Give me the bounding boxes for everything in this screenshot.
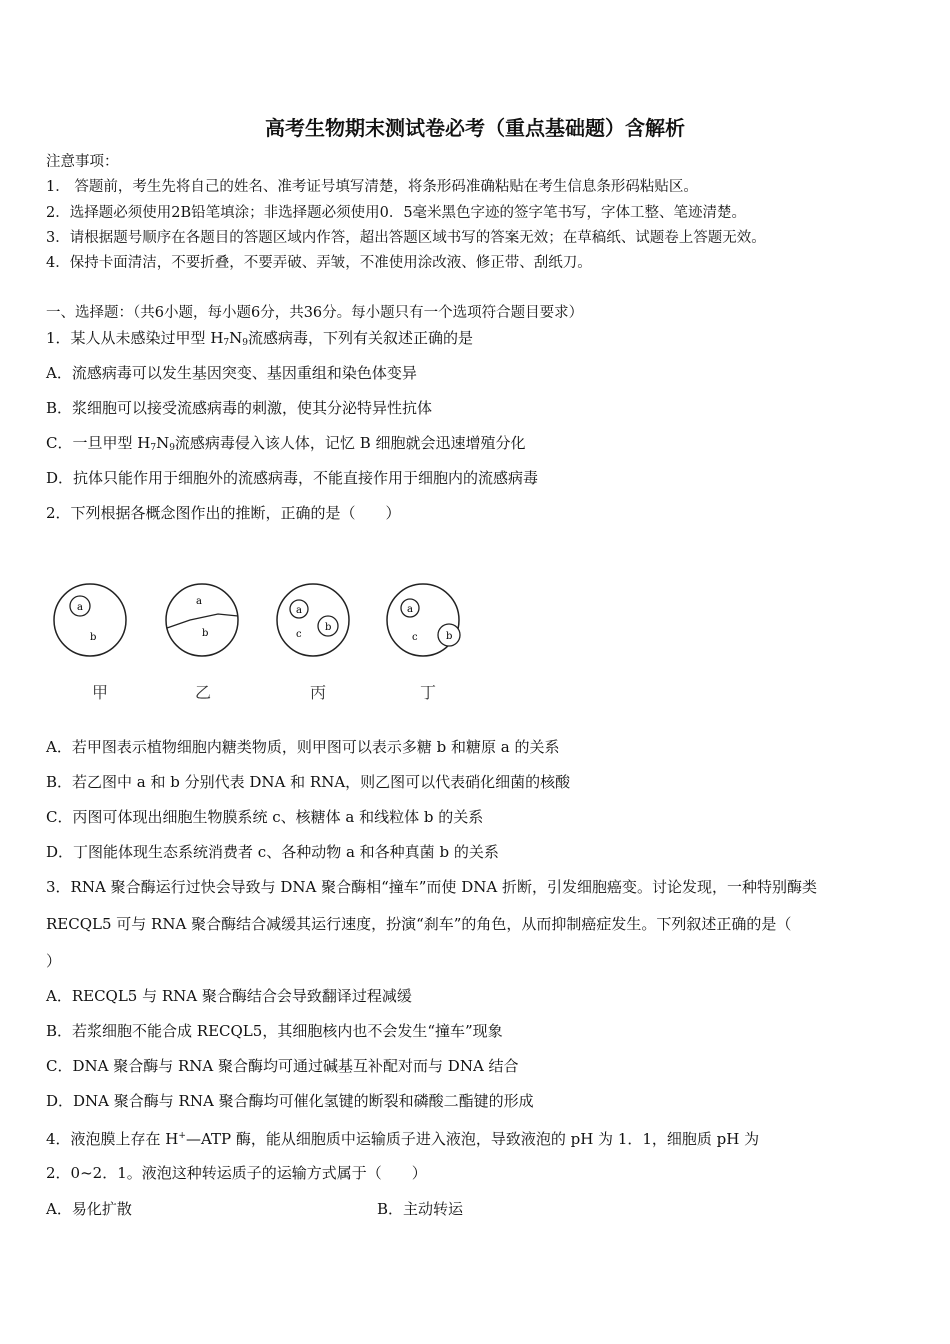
yi-divider-line — [167, 614, 238, 628]
q2-stem: 2．下列根据各概念图作出的推断，正确的是（ ） — [46, 504, 401, 522]
figure-label-bing: 丙 — [310, 683, 327, 702]
q2-option-c: C．丙图可体现出细胞生物膜系统 c、核糖体 a 和线粒体 b 的关系 — [46, 808, 484, 826]
figure-label-ding: 丁 — [420, 683, 437, 702]
page-title: 高考生物期末测试卷必考（重点基础题）含解析 — [265, 116, 685, 140]
jia-label-b: b — [90, 632, 97, 643]
q4-stem-line2: 2．0~2．1。液泡这种转运质子的运输方式属于（ ） — [46, 1164, 427, 1182]
q3-stem-line3: ） — [46, 952, 62, 970]
ding-label-c: c — [412, 632, 418, 643]
section-heading: 一、选择题：（共6小题，每小题6分，共36分。每小题只有一个选项符合题目要求） — [46, 305, 584, 321]
q3-stem-line2: RECQL5 可与 RNA 聚合酶结合减缓其运行速度，扮演“刹车”的角色，从而抑制癌症发生。下列叙述正确的是（ — [46, 915, 792, 933]
bing-label-c: c — [296, 629, 302, 640]
notice-item-2: 2．选择题必须使用2B铅笔填涂；非选择题必须使用0．5毫米黑色字迹的签字笔书写，字体工整、笔迹清楚。 — [46, 205, 747, 221]
diagram-bing — [277, 584, 349, 656]
bing-outer-circle — [277, 584, 349, 656]
diagram-jia — [54, 584, 126, 656]
q4-option-a: A．易化扩散 — [46, 1200, 132, 1218]
jia-label-a: a — [77, 602, 83, 613]
yi-label-b: b — [202, 628, 209, 639]
q3-option-c: C．DNA 聚合酶与 RNA 聚合酶均可通过碱基互补配对而与 DNA 结合 — [46, 1057, 519, 1075]
q4-option-b: B．主动转运 — [377, 1200, 464, 1218]
bing-label-a: a — [296, 605, 302, 616]
notice-item-1: 1． 答题前，考生先将自己的姓名、准考证号填写清楚，将条形码准确粘贴在考生信息条形码粘贴区。 — [46, 179, 698, 195]
q3-option-a: A．RECQL5 与 RNA 聚合酶结合会导致翻译过程减缓 — [46, 987, 412, 1005]
ding-label-a: a — [407, 604, 413, 615]
q1-stem: 1．某人从未感染过甲型 $H_7N_9$流感病毒，下列有关叙述正确的是 — [46, 329, 474, 348]
q1-option-a: A．流感病毒可以发生基因突变、基因重组和染色体变异 — [46, 364, 417, 382]
notice-item-3: 3．请根据题号顺序在各题目的答题区域内作答，超出答题区域书写的答案无效；在草稿纸、试题卷上答题无效。 — [46, 230, 766, 246]
q1-option-d: D．抗体只能作用于细胞外的流感病毒，不能直接作用于细胞内的流感病毒 — [46, 469, 539, 487]
q1-option-c: C．一旦甲型 $H_7N_9$流感病毒侵入该人体，记忆 B 细胞就会迅速增殖分化 — [46, 434, 526, 453]
q2-option-b: B．若乙图中 a 和 b 分别代表 DNA 和 RNA，则乙图可以代表硝化细菌的核酸 — [46, 773, 571, 791]
q2-option-d: D．丁图能体现生态系统消费者 c、各种动物 a 和各种真菌 b 的关系 — [46, 843, 499, 861]
figure-label-jia: 甲 — [92, 683, 109, 702]
yi-outer-circle — [166, 584, 238, 656]
bing-label-b: b — [325, 622, 332, 633]
yi-label-a: a — [196, 596, 202, 607]
q3-option-d: D．DNA 聚合酶与 RNA 聚合酶均可催化氢键的断裂和磷酸二酯键的形成 — [46, 1092, 534, 1110]
jia-outer-circle — [54, 584, 126, 656]
diagram-ding — [387, 584, 460, 656]
q4-stem-line1: 4．液泡膜上存在 H+—ATP 酶，能从细胞质中运输质子进入液泡，导致液泡的 pH 为 1．1，细胞质 pH 为 — [46, 1130, 760, 1148]
concept-diagram — [50, 580, 490, 674]
q1-option-b: B．浆细胞可以接受流感病毒的刺激，使其分泌特异性抗体 — [46, 399, 433, 417]
q3-option-b: B．若浆细胞不能合成 RECQL5，其细胞核内也不会发生“撞车”现象 — [46, 1022, 503, 1040]
ding-label-b: b — [446, 631, 453, 642]
figure-label-yi: 乙 — [195, 683, 212, 702]
q3-stem-line1: 3．RNA 聚合酶运行过快会导致与 DNA 聚合酶相“撞车”而使 DNA 折断，引发细胞癌变。讨论发现，一种特别酶类 — [46, 878, 817, 896]
notice-heading: 注意事项： — [46, 154, 119, 170]
q2-option-a: A．若甲图表示植物细胞内糖类物质，则甲图可以表示多糖 b 和糖原 a 的关系 — [46, 738, 560, 756]
concept-diagram-svg — [50, 580, 490, 670]
notice-item-4: 4．保持卡面清洁，不要折叠，不要弄破、弄皱，不准使用涂改液、修正带、刮纸刀。 — [46, 255, 592, 271]
diagram-yi — [166, 584, 238, 656]
